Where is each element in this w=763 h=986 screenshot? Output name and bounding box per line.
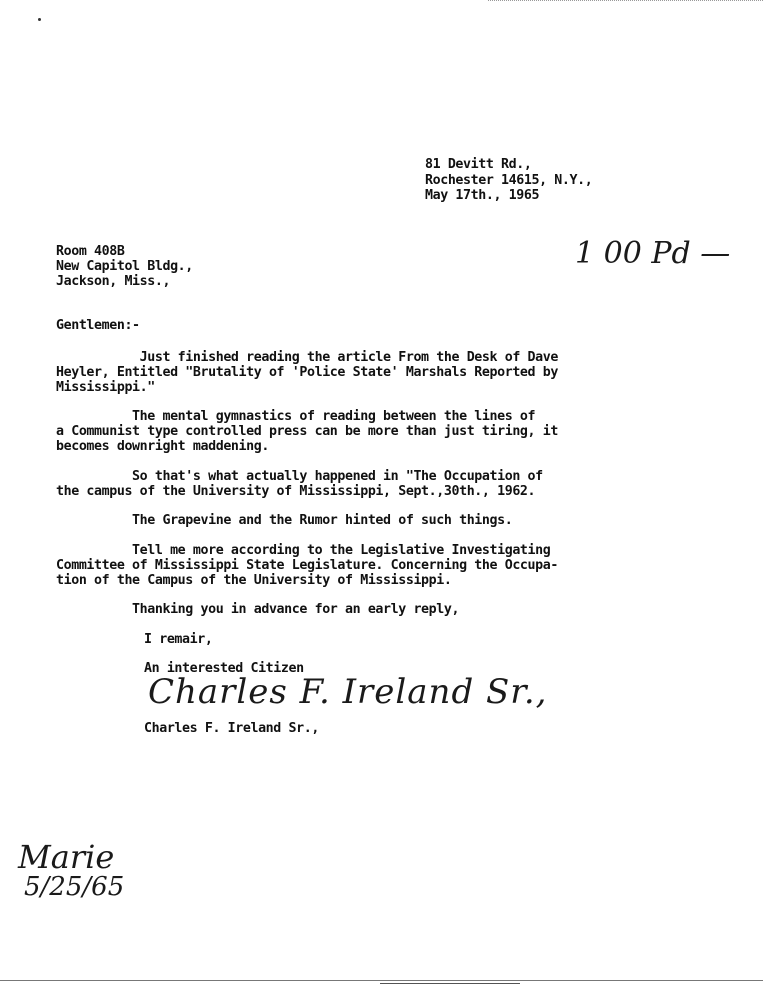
typed-signature-name: Charles F. Ireland Sr.,: [144, 721, 319, 736]
bottom-edge-line: [0, 980, 763, 981]
top-edge-dots: [488, 0, 763, 3]
recipient-city: Jackson, Miss.,: [56, 274, 171, 289]
body-line: Just finished reading the article From the Desk of Dave: [56, 350, 558, 365]
body-line: becomes downright maddening.: [56, 439, 269, 454]
paid-annotation: 1 00 Pd —: [575, 236, 731, 271]
closing-descriptor: An interested Citizen: [144, 661, 304, 676]
paper-speck: [38, 18, 41, 21]
body-line: a Communist type controlled press can be more than just tiring, it: [56, 424, 558, 439]
recipient-building: New Capitol Bldg.,: [56, 259, 193, 274]
body-line: Tell me more according to the Legislative Investigating: [56, 543, 551, 558]
body-line: So that's what actually happened in "The Occupation of: [56, 469, 543, 484]
salutation: Gentlemen:-: [56, 318, 140, 333]
body-line: tion of the Campus of the University of Mississippi.: [56, 573, 452, 588]
handwritten-note-date: 5/25/65: [24, 872, 125, 902]
sender-street: 81 Devitt Rd.,: [425, 157, 532, 172]
body-line: The Grapevine and the Rumor hinted of such things.: [56, 513, 513, 528]
body-line: Heyler, Entitled "Brutality of 'Police State' Marshals Reported by: [56, 365, 558, 380]
letter-date: May 17th., 1965: [425, 188, 540, 203]
body-line: Thanking you in advance for an early reply,: [56, 602, 460, 617]
handwritten-note-name: Marie: [18, 838, 115, 876]
handwritten-signature: Charles F. Ireland Sr.,: [148, 672, 548, 712]
sender-city: Rochester 14615, N.Y.,: [425, 173, 593, 188]
bottom-edge-mark: [380, 983, 520, 984]
body-line: the campus of the University of Mississippi, Sept.,30th., 1962.: [56, 484, 536, 499]
recipient-room: Room 408B: [56, 244, 125, 259]
body-line: The mental gymnastics of reading between the lines of: [56, 409, 536, 424]
body-line: Mississippi.": [56, 380, 155, 395]
body-line: Committee of Mississippi State Legislature. Concerning the Occupa-: [56, 558, 558, 573]
closing-remain: I remair,: [144, 632, 213, 647]
